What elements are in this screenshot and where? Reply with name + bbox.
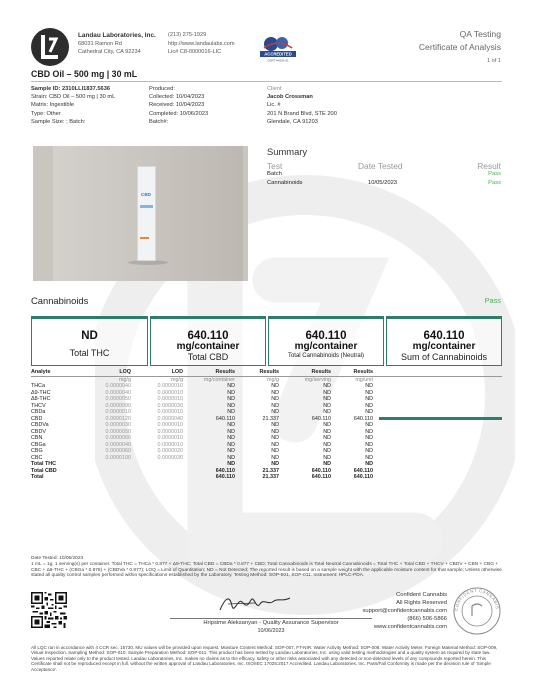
completed-date: Completed: 10/06/2023 [149,110,209,117]
summary-result: Pass [488,180,501,186]
analyte-name: CBD [31,415,43,422]
result-mg-container: ND [227,448,235,454]
lab-license: Lic# C8-0000016-LIC [168,49,222,55]
product-box-stripe [140,237,149,239]
kpi-value: 640.110 [187,330,229,342]
analyte-name: THCa [31,383,46,389]
result-bar [379,417,502,420]
lab-address-line: Cathedral City, CA 92234 [78,49,141,55]
kpi-total-cbd [150,316,266,366]
kpi-unit: mg/container [176,341,240,352]
result-mg-unit: 640.110 [353,474,373,480]
unit-cell: mg/unit [355,376,373,383]
result-mg-serving: 640.110 [311,474,331,480]
result-mg-g: ND [271,396,279,402]
loq-cell: 0.0000040 [105,389,131,396]
analyte-name: Δ9-THC [31,389,51,396]
units-row [31,376,502,383]
table-header-row [31,369,502,376]
result-mg-g: 21.337 [262,474,279,480]
lod-cell: 0.0000010 [157,409,183,415]
kpi-label: Sum of Cannabinoids [400,352,488,362]
collected-date: Collected: 10/04/2023 [149,94,205,101]
analyte-name: THCV [31,402,46,409]
result-mg-g: ND [271,454,279,461]
analyte-name: CBGa [31,441,46,448]
result-mg-serving: ND [323,428,331,435]
lab-website-link[interactable]: http://www.landaulabs.com [168,41,235,47]
analyte-name: CBN [31,435,43,441]
lab-phone: (213) 275-1929 [168,32,207,38]
page-count: 1 of 1 [487,58,501,64]
result-mg-unit: ND [365,428,373,435]
lod-cell: 0.0000030 [157,402,183,409]
analyte-name: CBDVa [31,422,49,428]
loq-cell: 0.0000050 [105,396,131,402]
signature-line [170,618,372,619]
received-date: Received: 10/04/2023 [149,102,205,109]
result-mg-serving: ND [323,396,331,402]
result-mg-g: ND [271,402,279,409]
analyte-name: Total THC [31,461,57,467]
column-header: Results [279,369,331,376]
sample-id: Sample ID: 2310LLI1837.5636 [31,86,111,92]
header-divider [31,81,502,82]
cc-support-email-link[interactable]: support@confidentcannabis.com [362,608,447,614]
analysis-notes [31,556,503,579]
loq-cell: 0.0000090 [105,402,131,409]
sample-dates [149,85,208,126]
result-mg-g: ND [271,435,279,441]
lod-cell: 0.0000020 [157,448,183,454]
column-header: LOQ [79,369,131,376]
loq-cell [79,474,131,481]
sample-matrix: Matrix: Ingestible [31,102,74,109]
result-mg-container: ND [227,461,235,467]
lod-cell: 0.0000010 [157,422,183,428]
kpi-value: 640.110 [305,330,347,342]
kpi-value: 640.110 [423,330,465,342]
kpi-label: Total Cannabinoids (Neutral) [287,353,365,359]
accreditation-text: ACCREDITED [264,51,292,57]
sample-info [31,85,115,126]
signature-icon [216,592,296,616]
loq-cell: 0.0000040 [105,441,131,448]
kpi-label: Total THC [69,348,110,358]
result-mg-container: ND [227,454,235,461]
analyte-name: Δ8-THC [31,396,51,402]
result-mg-serving: ND [323,402,331,409]
lod-cell: 0.0000040 [157,415,183,422]
result-mg-unit: ND [365,461,373,467]
table-row [31,474,502,481]
lab-address-line: 68031 Ramon Rd [78,41,122,47]
result-mg-container: ND [227,441,235,448]
lod-cell [131,474,183,481]
column-header: Results [235,369,279,376]
lab-name: Landau Laboratories, Inc. [78,32,156,39]
result-mg-serving: ND [323,422,331,428]
unit-cell: mg/serving [304,376,331,383]
unit-cell: mg/g [267,376,279,383]
result-mg-unit: ND [365,454,373,461]
result-mg-container: 640.110 [215,467,235,474]
coa-title: Certificate of Analysis [418,42,501,52]
result-mg-unit: ND [365,441,373,448]
result-mg-container: 640.110 [215,474,235,480]
signoff-date: 10/06/2023 [257,628,285,634]
column-header: Results [331,369,373,376]
client-license: Lic. # [267,102,281,109]
accreditation-cert: CERT #4264.01 [267,58,289,63]
analyte-name: Total [31,474,44,480]
loq-cell: 0.0000120 [105,415,131,422]
cc-rights: All Rights Reserved [396,600,447,606]
analyte-name: CBDV [31,428,46,435]
batch-number: Batch#: [149,118,169,125]
client-address-line: 201 N Brand Blvd, STE 200 [267,110,337,117]
result-mg-unit: ND [365,383,373,389]
unit-cell: mg/g [171,376,183,383]
lod-cell: 0.0000010 [157,396,183,402]
result-mg-serving: ND [323,435,331,441]
kpi-label: Total CBD [187,352,229,362]
analyte-name: CBC [31,454,43,461]
cc-company: Confident Cannabis [396,592,447,598]
result-mg-unit: ND [365,409,373,415]
footer-disclaimer: All LQC ran in accordance with 4 CCR sec. 15730. MU values will be provided upon request. Moisture Content Method: SOP-007, FT-NIR. Water Activity Method: SOP-008, Water Activity Meter. Foreign Material Method: SOP-009, Visual Inspection. Sampling Method: SOP-010. Sample Preparation Method: SOP-011. This product has been tested by Landau Laboratories, Inc. using valid testing methodologies and a quality system as required by state law. Values reported relate only to the product tested. Landau Laboratories, Inc. makes no claims as to the efficacy, safety or other risks associated with any detected or non-detected levels of any compounds reported herein. This Certificate shall not be reproduced except in full, without the written approval of Landau Laboratories, Inc. ISO/IEC 17025:2017 Accredited. Landau Laboratories, Inc. Pass/Fail Conformity is made per the decision rule of 'Simple Acceptance'. [31,645,498,672]
result-mg-g: ND [271,428,279,435]
summary-title: Summary [267,146,308,157]
cc-website-link[interactable]: www.confidentcannabis.com [373,624,447,630]
sample-type: Type: Other [31,110,61,117]
seal-text: CONFIDENT CANNABIS [453,587,500,612]
qr-code-icon[interactable] [31,592,67,628]
result-mg-container: ND [227,422,235,428]
lod-cell: 0.0000010 [157,441,183,448]
client-name: Jacob Crossman [267,94,313,101]
result-mg-unit: ND [365,422,373,428]
analyte-name: CBDa [31,409,46,415]
lod-cell: 0.0000010 [157,435,183,441]
loq-cell: 0.0000010 [105,409,131,415]
result-mg-container: ND [227,389,235,396]
summary-date: 10/05/2023 [368,180,398,186]
client-label: Client [267,86,282,92]
summary-header-test: Test [267,161,283,171]
summary-result: Pass [488,171,501,177]
loq-cell: 0.0000030 [105,422,131,428]
confident-cannabis-seal-icon [452,586,502,636]
result-mg-serving: ND [323,448,331,454]
result-mg-g: ND [271,383,279,389]
result-mg-g: ND [271,422,279,428]
summary-header-result: Result [477,161,501,171]
result-mg-container: ND [227,409,235,415]
result-mg-serving: ND [323,409,331,415]
cannabinoids-title: Cannabinoids [31,295,89,306]
loq-cell: 0.0000060 [105,435,131,441]
loq-cell: 0.0000040 [105,383,131,389]
notes-text: 1 mL = 1g, 1 serving(s) per container. Total THC = THCa * 0.877 + Δ9-THC; Total CBD = CBDa * 0.877 + CBD; Total Cannabinoids is Total Neutral Cannabinoids = Total THC + Total CBD + THCV + CBDV + CBN + CBG + CBC + Δ8-THC + (CBGa * 0.878) + (CBDVa * 0.877); LOQ = Limit of Quantitation; ND = Not Detected; The reported result is based on a sample weight with the applicable moisture content for that sample; Unless otherwise stated all quality control samples performed within specifications established by the Laboratory. Testing Method: SOP-001, SOP-011. Instrument: HPLC-PDA. [31,561,502,579]
kpi-sum-cannabinoids [386,316,502,366]
kpi-value: ND [81,330,98,342]
result-mg-serving: ND [323,389,331,396]
sample-strain: Strain: CBD Oil – 500 mg | 30 mL [31,94,116,101]
result-mg-container: ND [227,402,235,409]
result-mg-unit: ND [365,448,373,454]
kpi-total-cannabinoids [268,316,384,366]
svg-text:CONFIDENT CANNABIS [454,588,500,611]
result-mg-g: ND [271,461,279,467]
product-box-stripe [140,205,153,208]
product-box [137,166,156,261]
result-mg-unit: ND [365,402,373,409]
product-title: CBD Oil – 500 mg | 30 mL [31,69,138,79]
result-mg-container: ND [227,435,235,441]
result-mg-unit: ND [365,396,373,402]
result-mg-container: ND [227,383,235,389]
kpi-unit: mg/container [412,341,476,352]
produced-date: Produced: [149,86,175,92]
lod-cell: 0.0000010 [157,383,183,389]
loq-cell: 0.0000060 [105,448,131,454]
result-mg-g: ND [271,448,279,454]
cannabinoids-status: Pass [484,296,501,305]
result-mg-serving: 640.110 [311,415,331,422]
column-header: Results [183,369,235,376]
date-tested: Date Tested: 10/05/2023 [31,556,84,561]
signatory-name: Hripsime Aleksanyan - Quality Assurance Supervisor [203,620,339,626]
result-mg-container: ND [227,396,235,402]
sample-size: Sample Size: ; Batch: [31,118,86,125]
cc-phone: (866) 506-5866 [407,616,447,622]
result-mg-serving: ND [323,441,331,448]
accreditation-badge-icon [258,34,298,64]
result-mg-g: 21.337 [262,415,279,422]
summary-test: Batch [267,171,282,177]
result-mg-container: 640.110 [215,415,235,422]
loq-cell: 0.0000100 [105,454,131,461]
summary-test: Cannabinoids [267,180,303,186]
kpi-unit: mg/container [294,341,358,352]
result-mg-unit: ND [365,435,373,441]
result-mg-container: ND [227,428,235,435]
result-mg-g: ND [271,441,279,448]
product-box-label: CBD [141,192,151,197]
analyte-name: CBG [31,448,43,454]
result-mg-serving: ND [323,461,331,467]
result-mg-serving: ND [323,454,331,461]
summary-header-date: Date Tested [358,161,403,171]
client-info [267,85,337,126]
loq-cell: 0.0000050 [105,428,131,435]
cannabinoid-results-table [31,369,502,481]
result-mg-unit: 640.110 [353,467,373,474]
result-mg-unit: ND [365,389,373,396]
lod-cell: 0.0000010 [157,428,183,435]
result-mg-unit: 640.110 [353,415,373,422]
column-header: Analyte [31,369,79,376]
analyte-name: Total CBD [31,467,57,474]
lod-cell: 0.0000030 [157,454,183,461]
result-mg-g: ND [271,389,279,396]
result-mg-g: ND [271,409,279,415]
result-mg-serving: 640.110 [311,467,331,474]
product-photo [31,146,248,281]
column-header: LOD [131,369,183,376]
landau-logo-icon [30,27,70,67]
unit-cell: mg/g [119,376,131,383]
client-address-line: Glendale, CA 91203 [267,118,318,125]
kpi-total-thc [31,316,148,366]
qa-testing-title: QA Testing [459,29,501,39]
unit-cell: mg/container [203,376,235,383]
result-mg-g: 21.337 [262,467,279,474]
result-mg-serving: ND [323,383,331,389]
lod-cell: 0.0000010 [157,389,183,396]
